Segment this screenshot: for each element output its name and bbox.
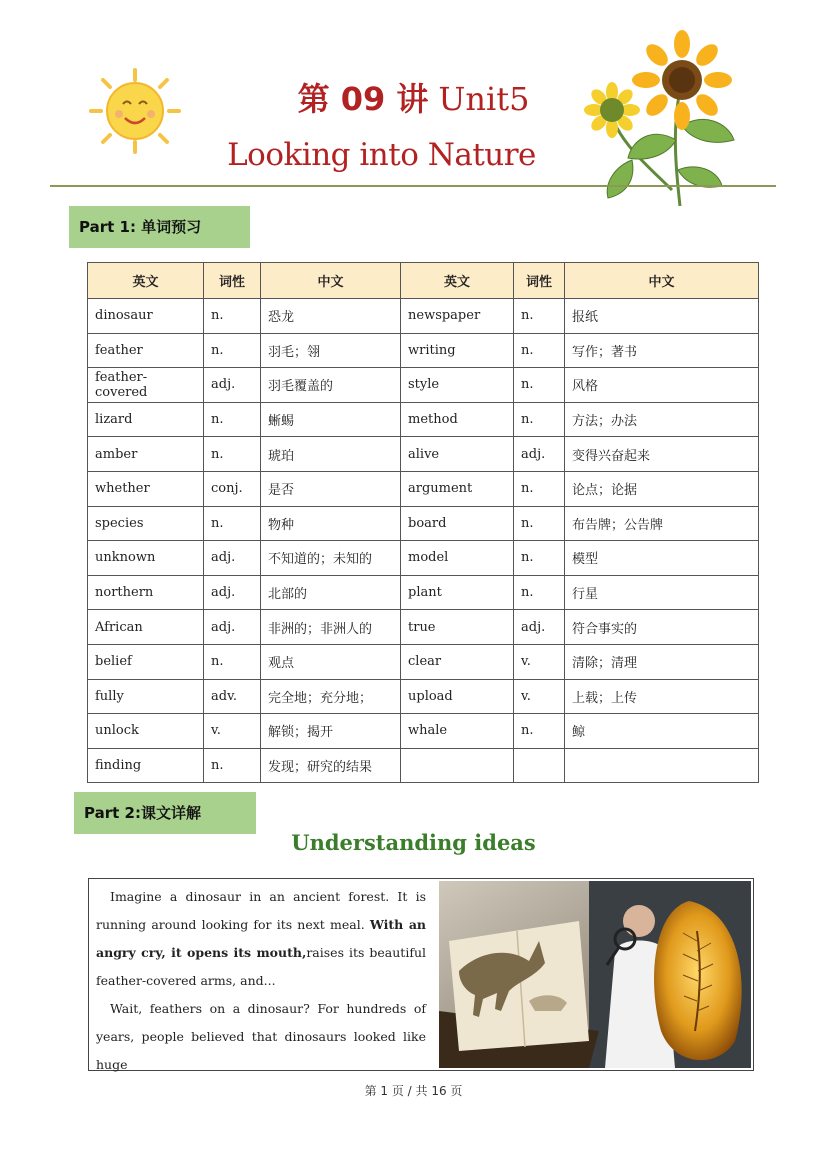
table-header-row [88,263,759,299]
part-of-speech: adj. [204,368,261,403]
table-row [88,437,759,472]
part-of-speech: v. [204,714,261,749]
section-title: Understanding ideas [291,830,536,855]
word-english: unknown [88,541,204,576]
word-chinese: 行星 [565,575,759,610]
part-of-speech: adj. [204,541,261,576]
part-of-speech: n. [514,299,565,334]
word-chinese: 符合事实的 [565,610,759,645]
passage-text [96,883,426,1079]
word-chinese [565,748,759,783]
word-english: lizard [88,402,204,437]
word-chinese: 风格 [565,368,759,403]
part-of-speech: n. [514,541,565,576]
table-row [88,506,759,541]
word-english: newspaper [401,299,514,334]
word-chinese: 报纸 [565,299,759,334]
page-footer: 第 1 页 / 共 16 页 [364,1084,463,1098]
part-of-speech: n. [514,575,565,610]
table-row [88,299,759,334]
table-row [88,714,759,749]
passage-box [88,878,754,1071]
word-english: whale [401,714,514,749]
word-english: whether [88,471,204,506]
word-chinese: 是否 [261,471,401,506]
part-of-speech: n. [204,402,261,437]
word-english: fully [88,679,204,714]
word-english: African [88,610,204,645]
part-of-speech: adv. [204,679,261,714]
word-chinese: 不知道的；未知的 [261,541,401,576]
word-english: unlock [88,714,204,749]
word-chinese: 解锁；揭开 [261,714,401,749]
passage-text-segment: Imagine a dinosaur in an ancient forest. It is running around looking for its next meal. [96,889,426,932]
word-english: alive [401,437,514,472]
table-row [88,471,759,506]
word-english: dinosaur [88,299,204,334]
word-chinese: 恐龙 [261,299,401,334]
part-of-speech: conj. [204,471,261,506]
col-header-chinese: 中文 [565,263,759,299]
word-english: plant [401,575,514,610]
table-row [88,748,759,783]
word-english: model [401,541,514,576]
part-of-speech: n. [204,644,261,679]
table-row [88,644,759,679]
part-of-speech: adj. [514,610,565,645]
lecture-number: 第 09 讲 [297,80,429,118]
word-english: upload [401,679,514,714]
part-of-speech: n. [204,748,261,783]
vocabulary-rows [88,299,759,783]
word-chinese: 蜥蜴 [261,402,401,437]
word-chinese: 羽毛覆盖的 [261,368,401,403]
part-of-speech: n. [514,402,565,437]
part-of-speech: n. [514,714,565,749]
word-english: board [401,506,514,541]
vocabulary-table [87,262,759,783]
word-english: feather [88,333,204,368]
table-row [88,402,759,437]
table-row [88,541,759,576]
table-row [88,679,759,714]
part-of-speech: n. [514,333,565,368]
col-header-pos: 词性 [514,263,565,299]
part-of-speech: adj. [204,575,261,610]
part-of-speech: n. [514,471,565,506]
passage-bold-segment: With an angry cry, it opens its mouth, [96,917,427,960]
part-of-speech: n. [204,506,261,541]
word-chinese: 琥珀 [261,437,401,472]
passage-text-segment: raises its beautiful feather-covered arms, and... [96,945,426,988]
lecture-subtitle: Looking into Nature [227,137,536,173]
part-of-speech: n. [514,506,565,541]
word-english: writing [401,333,514,368]
part-of-speech: adj. [204,610,261,645]
part-of-speech: v. [514,679,565,714]
col-header-chinese: 中文 [261,263,401,299]
word-chinese: 清除；清理 [565,644,759,679]
word-english: method [401,402,514,437]
part1-label: Part 1: 单词预习 [69,206,250,248]
part-of-speech: n. [204,333,261,368]
passage-paragraph [96,883,426,995]
word-english: argument [401,471,514,506]
word-english: belief [88,644,204,679]
table-row [88,368,759,403]
col-header-english: 英文 [401,263,514,299]
part-of-speech [514,748,565,783]
part-of-speech: adj. [514,437,565,472]
part-of-speech: n. [514,368,565,403]
word-chinese: 羽毛；翎 [261,333,401,368]
col-header-pos: 词性 [204,263,261,299]
passage-paragraph: Wait, feathers on a dinosaur? For hundreds of years, people believed that dinosaurs looked like huge [96,1001,426,1072]
part-of-speech: n. [204,299,261,334]
part2-label: Part 2:课文详解 [74,792,256,834]
word-chinese: 物种 [261,506,401,541]
word-chinese: 北部的 [261,575,401,610]
table-row [88,610,759,645]
word-chinese: 布告牌；公告牌 [565,506,759,541]
unit-label: Unit5 [438,80,530,118]
word-chinese: 论点；论据 [565,471,759,506]
word-english: northern [88,575,204,610]
word-english: amber [88,437,204,472]
word-chinese: 写作；著书 [565,333,759,368]
table-row [88,333,759,368]
header-divider [50,185,776,187]
word-english: species [88,506,204,541]
word-english: finding [88,748,204,783]
word-chinese: 模型 [565,541,759,576]
word-chinese: 完全地；充分地； [261,679,401,714]
word-chinese: 方法；办法 [565,402,759,437]
col-header-english: 英文 [88,263,204,299]
word-english [401,748,514,783]
sunflower-illustration [572,30,742,208]
table-row [88,575,759,610]
word-english: true [401,610,514,645]
word-english: style [401,368,514,403]
word-chinese: 变得兴奋起来 [565,437,759,472]
word-chinese: 发现；研究的结果 [261,748,401,783]
word-english: clear [401,644,514,679]
word-chinese: 鲸 [565,714,759,749]
word-chinese: 非洲的；非洲人的 [261,610,401,645]
word-english: feather-covered [88,368,204,403]
word-chinese: 观点 [261,644,401,679]
word-chinese: 上载；上传 [565,679,759,714]
part-of-speech: v. [514,644,565,679]
part-of-speech: n. [204,437,261,472]
dinosaur-amber-photo [439,881,751,1068]
